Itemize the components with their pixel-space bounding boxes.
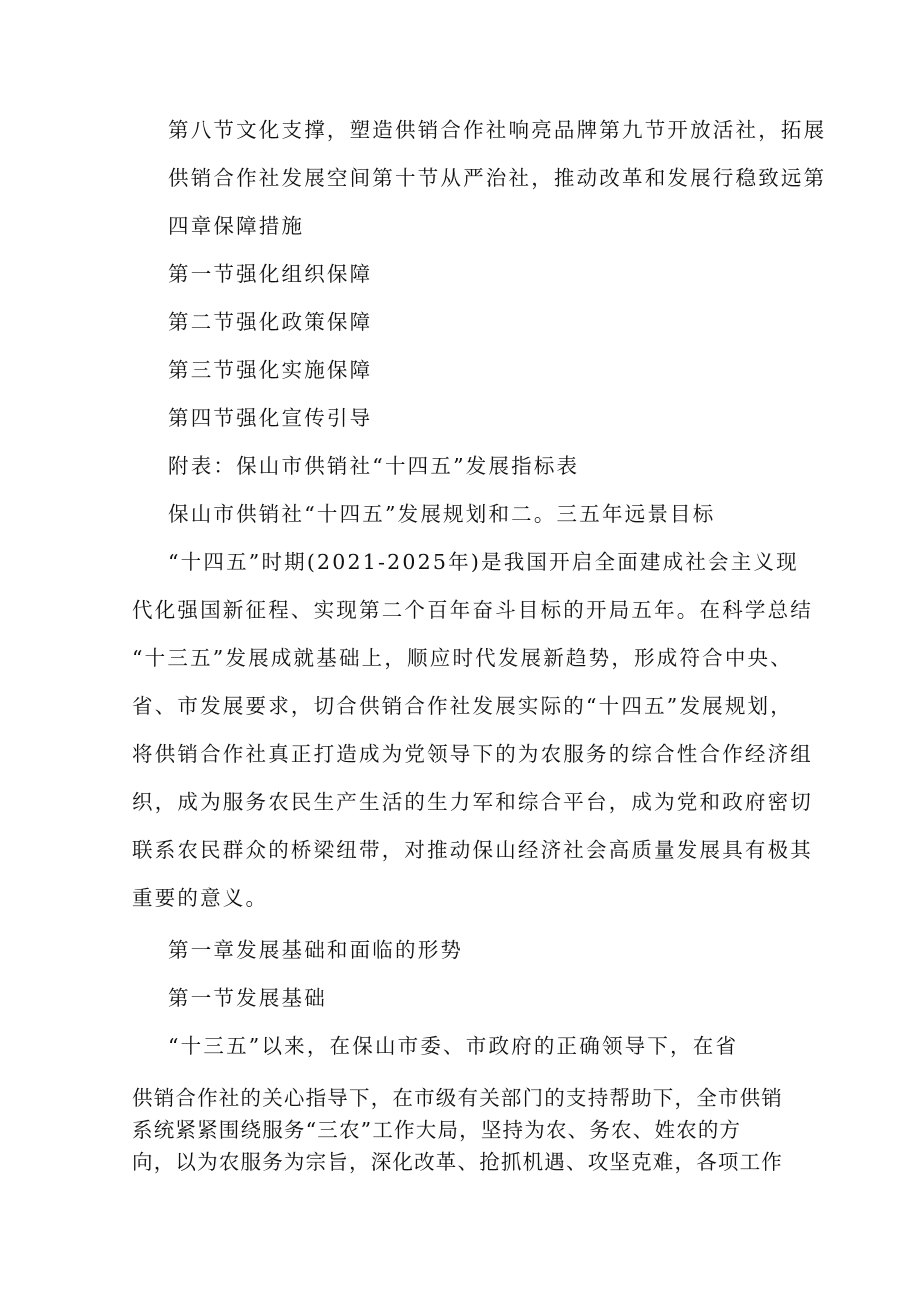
paragraph-line: 向，以为农服务为宗旨，深化改革、抢抓机遇、攻坚克难，各项工作 [132,1150,783,1174]
paragraph-line: 省、市发展要求，切合供销合作社发展实际的“十四五”发展规划， [132,694,793,718]
paragraph-line: 系统紧紧围绕服务“三农”工作大局，坚持为农、务农、姓农的方 [132,1118,742,1142]
paragraph-line: “十三五”以来，在保山市委、市政府的正确领导下，在省 [168,1034,739,1058]
document-title: 保山市供销社“十四五”发展规划和二。三五年远景目标 [168,502,716,526]
text-line: 四章保障措施 [168,214,305,238]
paragraph-line: 联系农民群众的桥梁纽带，对推动保山经济社会高质量发展具有极其 [132,838,813,862]
paragraph-line: 织，成为服务农民生产生活的生力军和综合平台，成为党和政府密切 [132,790,813,814]
chapter-heading: 第一章发展基础和面临的形势 [168,938,464,962]
paragraph-line: 将供销合作社真正打造成为党领导下的为农服务的综合性合作经济组 [132,742,813,766]
text-line: 供销合作社发展空间第十节从严治社，推动改革和发展行稳致远第 [168,166,827,190]
paragraph-line: 供销合作社的关心指导下，在市级有关部门的支持帮助下，全市供销 [132,1086,783,1110]
section-heading: 第一节强化组织保障 [168,262,373,286]
appendix-title: 附表：保山市供销社“十四五”发展指标表 [168,454,580,478]
section-heading: 第三节强化实施保障 [168,358,373,382]
paragraph-line: 代化强国新征程、实现第二个百年奋斗目标的开局五年。在科学总结 [132,598,813,622]
text-line: 第八节文化支撑，塑造供销合作社响亮品牌第九节开放活社，拓展 [168,118,827,142]
paragraph-line: “十三五”发展成就基础上，顺应时代发展新趋势，形成符合中央、 [132,646,793,670]
paragraph-line: 重要的意义。 [132,886,269,910]
section-heading: 第四节强化宣传引导 [168,406,373,430]
section-heading: 第二节强化政策保障 [168,310,373,334]
section-heading: 第一节发展基础 [168,986,327,1010]
paragraph-line: “十四五”时期(2021-2025年)是我国开启全面建成社会主义现 [168,550,799,574]
